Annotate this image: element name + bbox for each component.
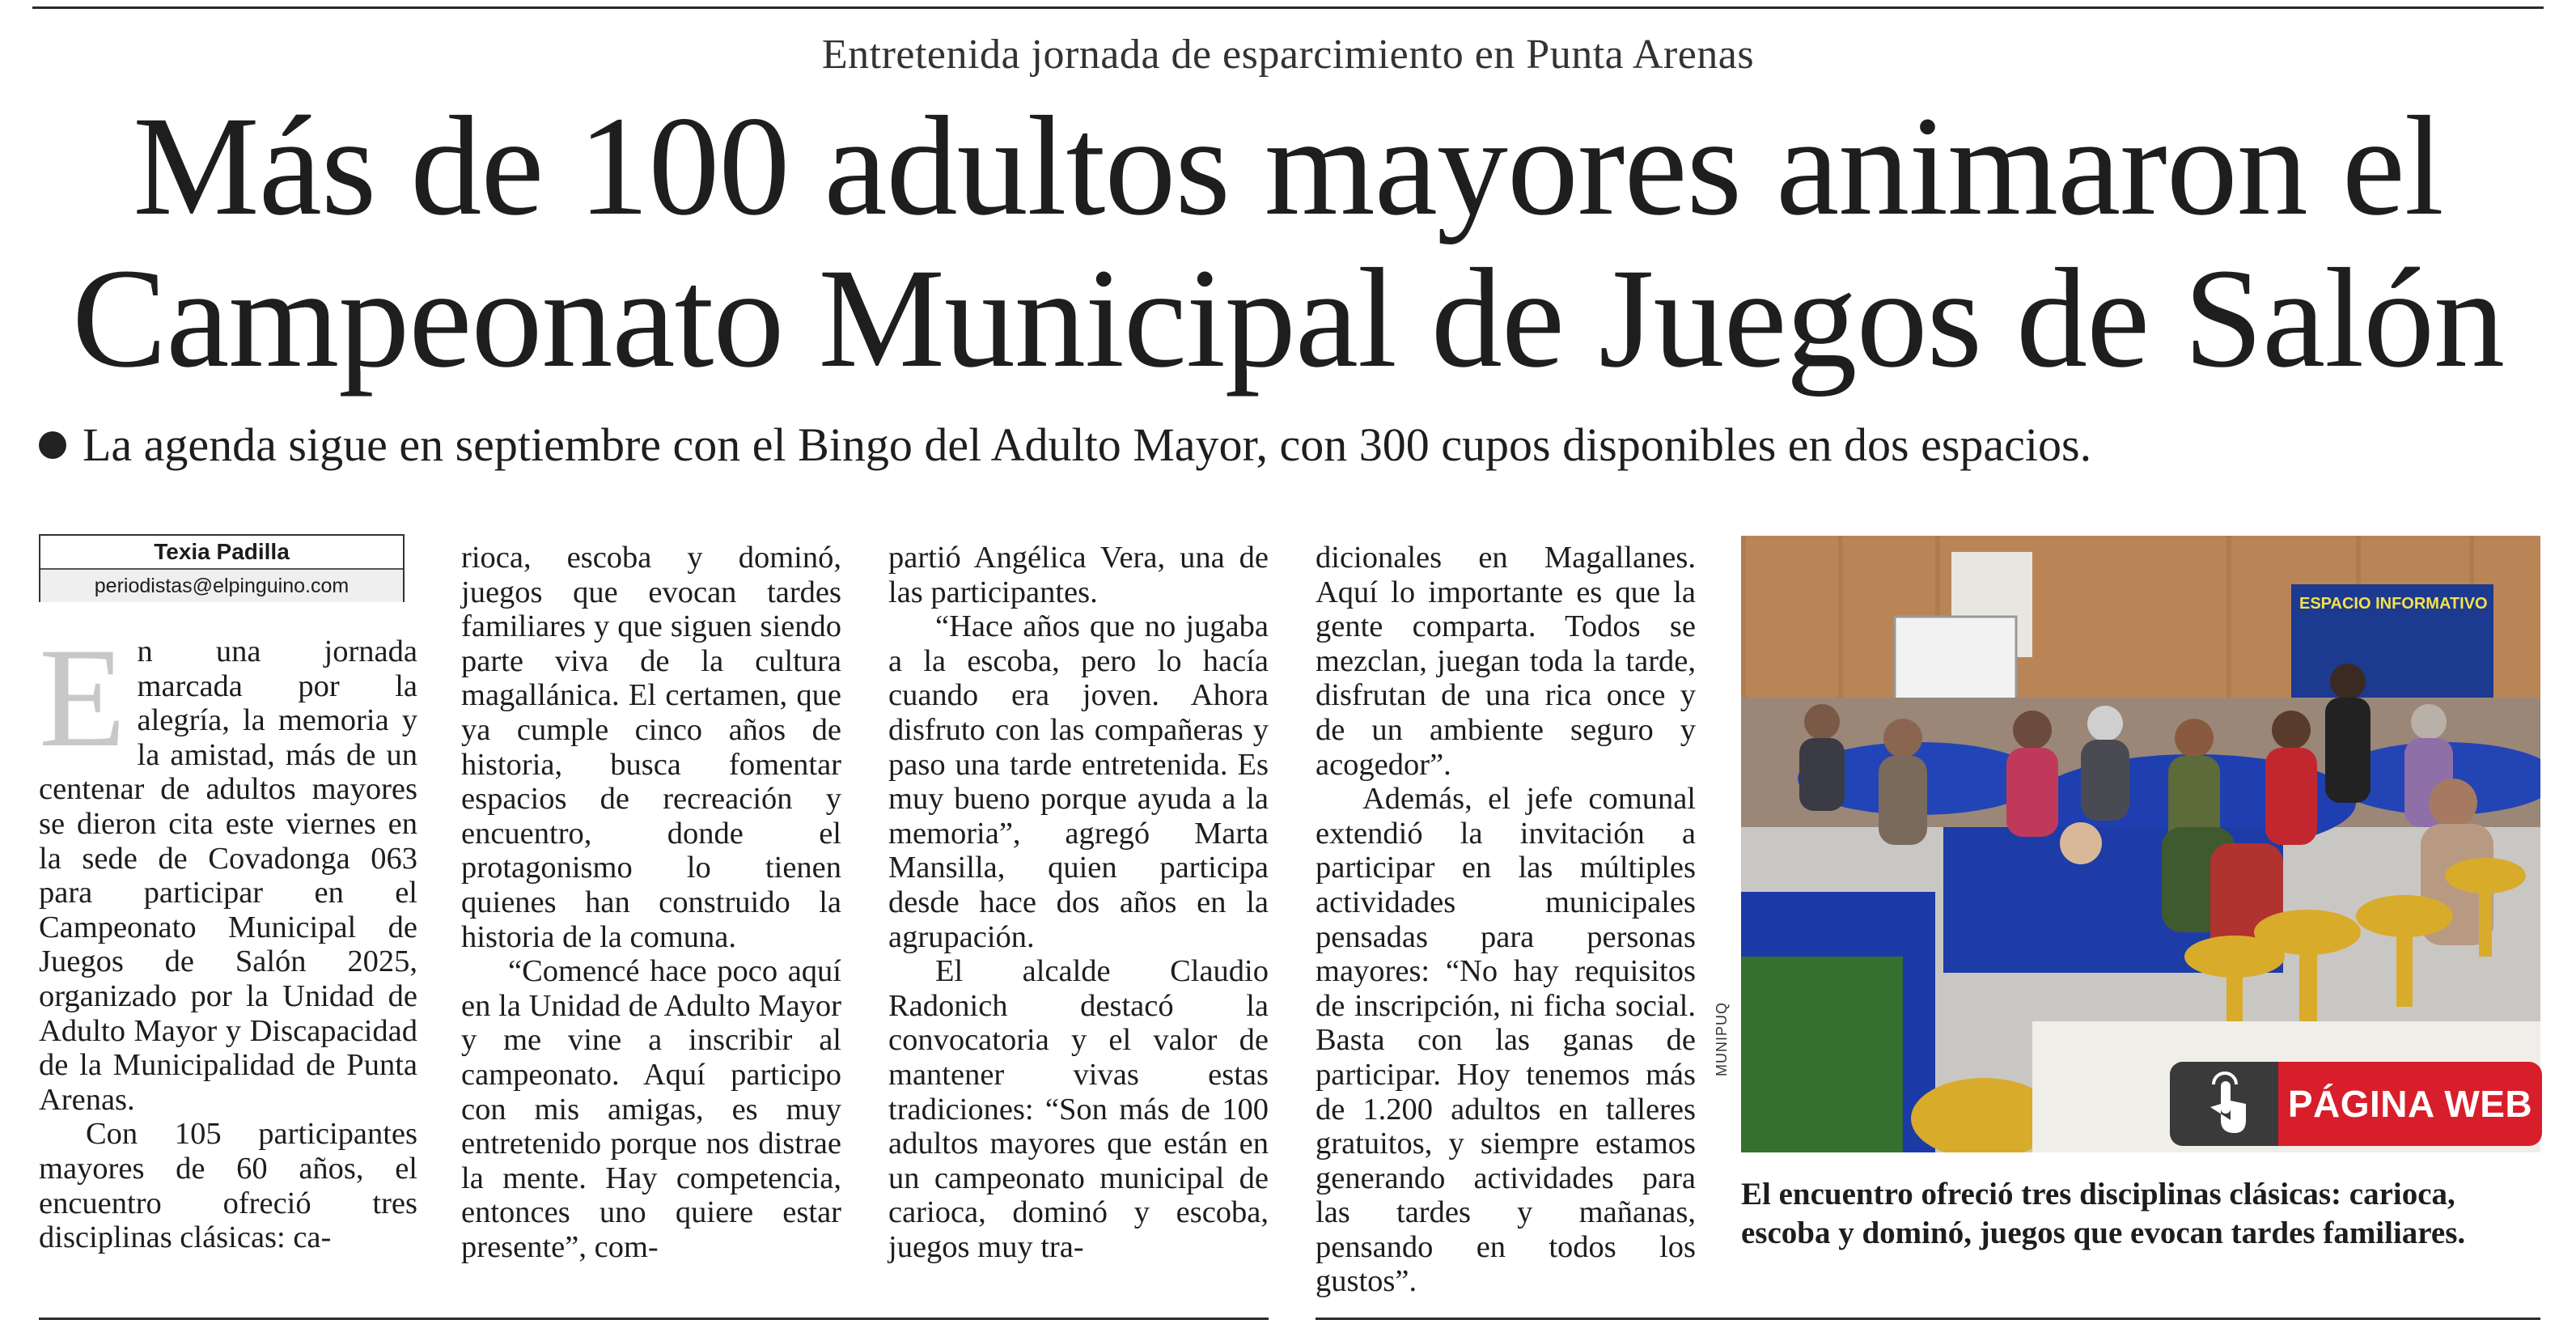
subheadline-text: La agenda sigue en septiembre con el Bingo del Adulto Mayor, con 300 cupos disponibles en dos espacios. <box>83 418 2092 471</box>
paragraph: Con 105 participantes mayores de 60 años, el encuentro ofreció tres disciplinas clásicas: ca- <box>39 1117 417 1255</box>
web-page-button-label: PÁGINA WEB <box>2287 1083 2533 1125</box>
kicker: Entretenida jornada de esparcimiento en Punta Arenas <box>821 32 1755 78</box>
bottom-rule-right <box>1316 1318 2540 1320</box>
paragraph: “Hace años que no jugaba a la escoba, pero lo hacía cuando era joven. Ahora disfruto con las compañeras y paso una tarde entretenida. Es muy bueno porque ayuda a la memoria”, agregó Marta Mansilla, quien participa desde hace dos años en la agrupación. <box>888 609 1269 954</box>
author-email[interactable]: periodistas@elpinguino.com <box>40 570 403 602</box>
author-name: Texia Padilla <box>40 536 403 570</box>
paragraph <box>39 619 417 1117</box>
paragraph: Además, el jefe comunal extendió la invitación a participar en las múltiples actividades municipales pensadas para personas mayores: “No hay requisitos de inscripción, ni ficha social. Basta con las ganas de participar. Hoy tenemos más de 1.200 adultos en talleres gratuitos, y siempre estamos generando actividades para las tardes y mañanas, pensando en todos los gustos”. <box>1316 782 1696 1299</box>
top-rule <box>32 6 2544 9</box>
article-column-2 <box>461 541 841 1264</box>
headline-line-2: Campeonato Municipal de Juegos de Salón <box>71 240 2505 397</box>
web-page-button[interactable] <box>2170 1062 2542 1146</box>
touch-hand-icon <box>2170 1062 2278 1146</box>
article-column-4 <box>1316 541 1696 1299</box>
article-column-3 <box>888 541 1269 1264</box>
paragraph: rioca, escoba y dominó, juegos que evocan tardes familiares y que siguen siendo parte viva de la cultura magallánica. El certamen, que ya cumple cinco años de historia, busca fomentar espacios de recreación y encuentro, donde el protagonismo lo tienen quienes han construido la historia de la comuna. <box>461 541 841 954</box>
board-text: ESPACIO INFORMATIVO <box>2299 595 2488 613</box>
headline-line-1: Más de 100 adultos mayores animaron el <box>133 87 2443 245</box>
drop-cap: E <box>39 619 126 777</box>
paragraph: “Comencé hace poco aquí en la Unidad de Adulto Mayor y me vine a inscribir al campeonato. Aquí participo con mis amigas, es muy entretenido porque nos distrae la mente. Hay competencia, entonces uno quiere estar presente”, com- <box>461 954 841 1264</box>
photo-credit: MUNIPUQ <box>1714 1002 1730 1076</box>
byline-box <box>39 534 405 602</box>
paragraph: dicionales en Magallanes. Aquí lo importante es que la gente comparta. Todos se mezclan, juegan toda la tarde, disfrutan de una rica once y de un ambiente seguro y acogedor”. <box>1316 541 1696 782</box>
subheadline <box>39 418 2091 472</box>
photo-illustration <box>1741 536 2540 1152</box>
bottom-rule-left <box>39 1318 1269 1320</box>
photo-caption: El encuentro ofreció tres disciplinas clásicas: carioca, escoba y dominó, juegos que evocan tardes familiares. <box>1741 1177 2466 1250</box>
paragraph-text: n una jornada marcada por la alegría, la memoria y la amistad, más de un centenar de adultos mayores se dieron cita este viernes en la sede de Covadonga 063 para participar en el Campeonato Municipal de Juegos de Salón 2025, organizado por la Unidad de Adulto Mayor y Discapacidad de la Municipalidad de Punta Arenas. <box>39 634 417 1117</box>
headline <box>0 87 2576 397</box>
bullet-icon <box>39 431 66 459</box>
paragraph: partió Angélica Vera, una de las participantes. <box>888 541 1269 609</box>
touch-hand-icon <box>2196 1072 2252 1136</box>
article-column-1 <box>39 619 417 1255</box>
event-photo <box>1741 536 2540 1152</box>
paragraph: El alcalde Claudio Radonich destacó la convocatoria y el valor de mantener vivas estas tradiciones: “Son más de 100 adultos mayores que están en un campeonato municipal de carioca, dominó y escoba, juegos muy tra- <box>888 954 1269 1264</box>
